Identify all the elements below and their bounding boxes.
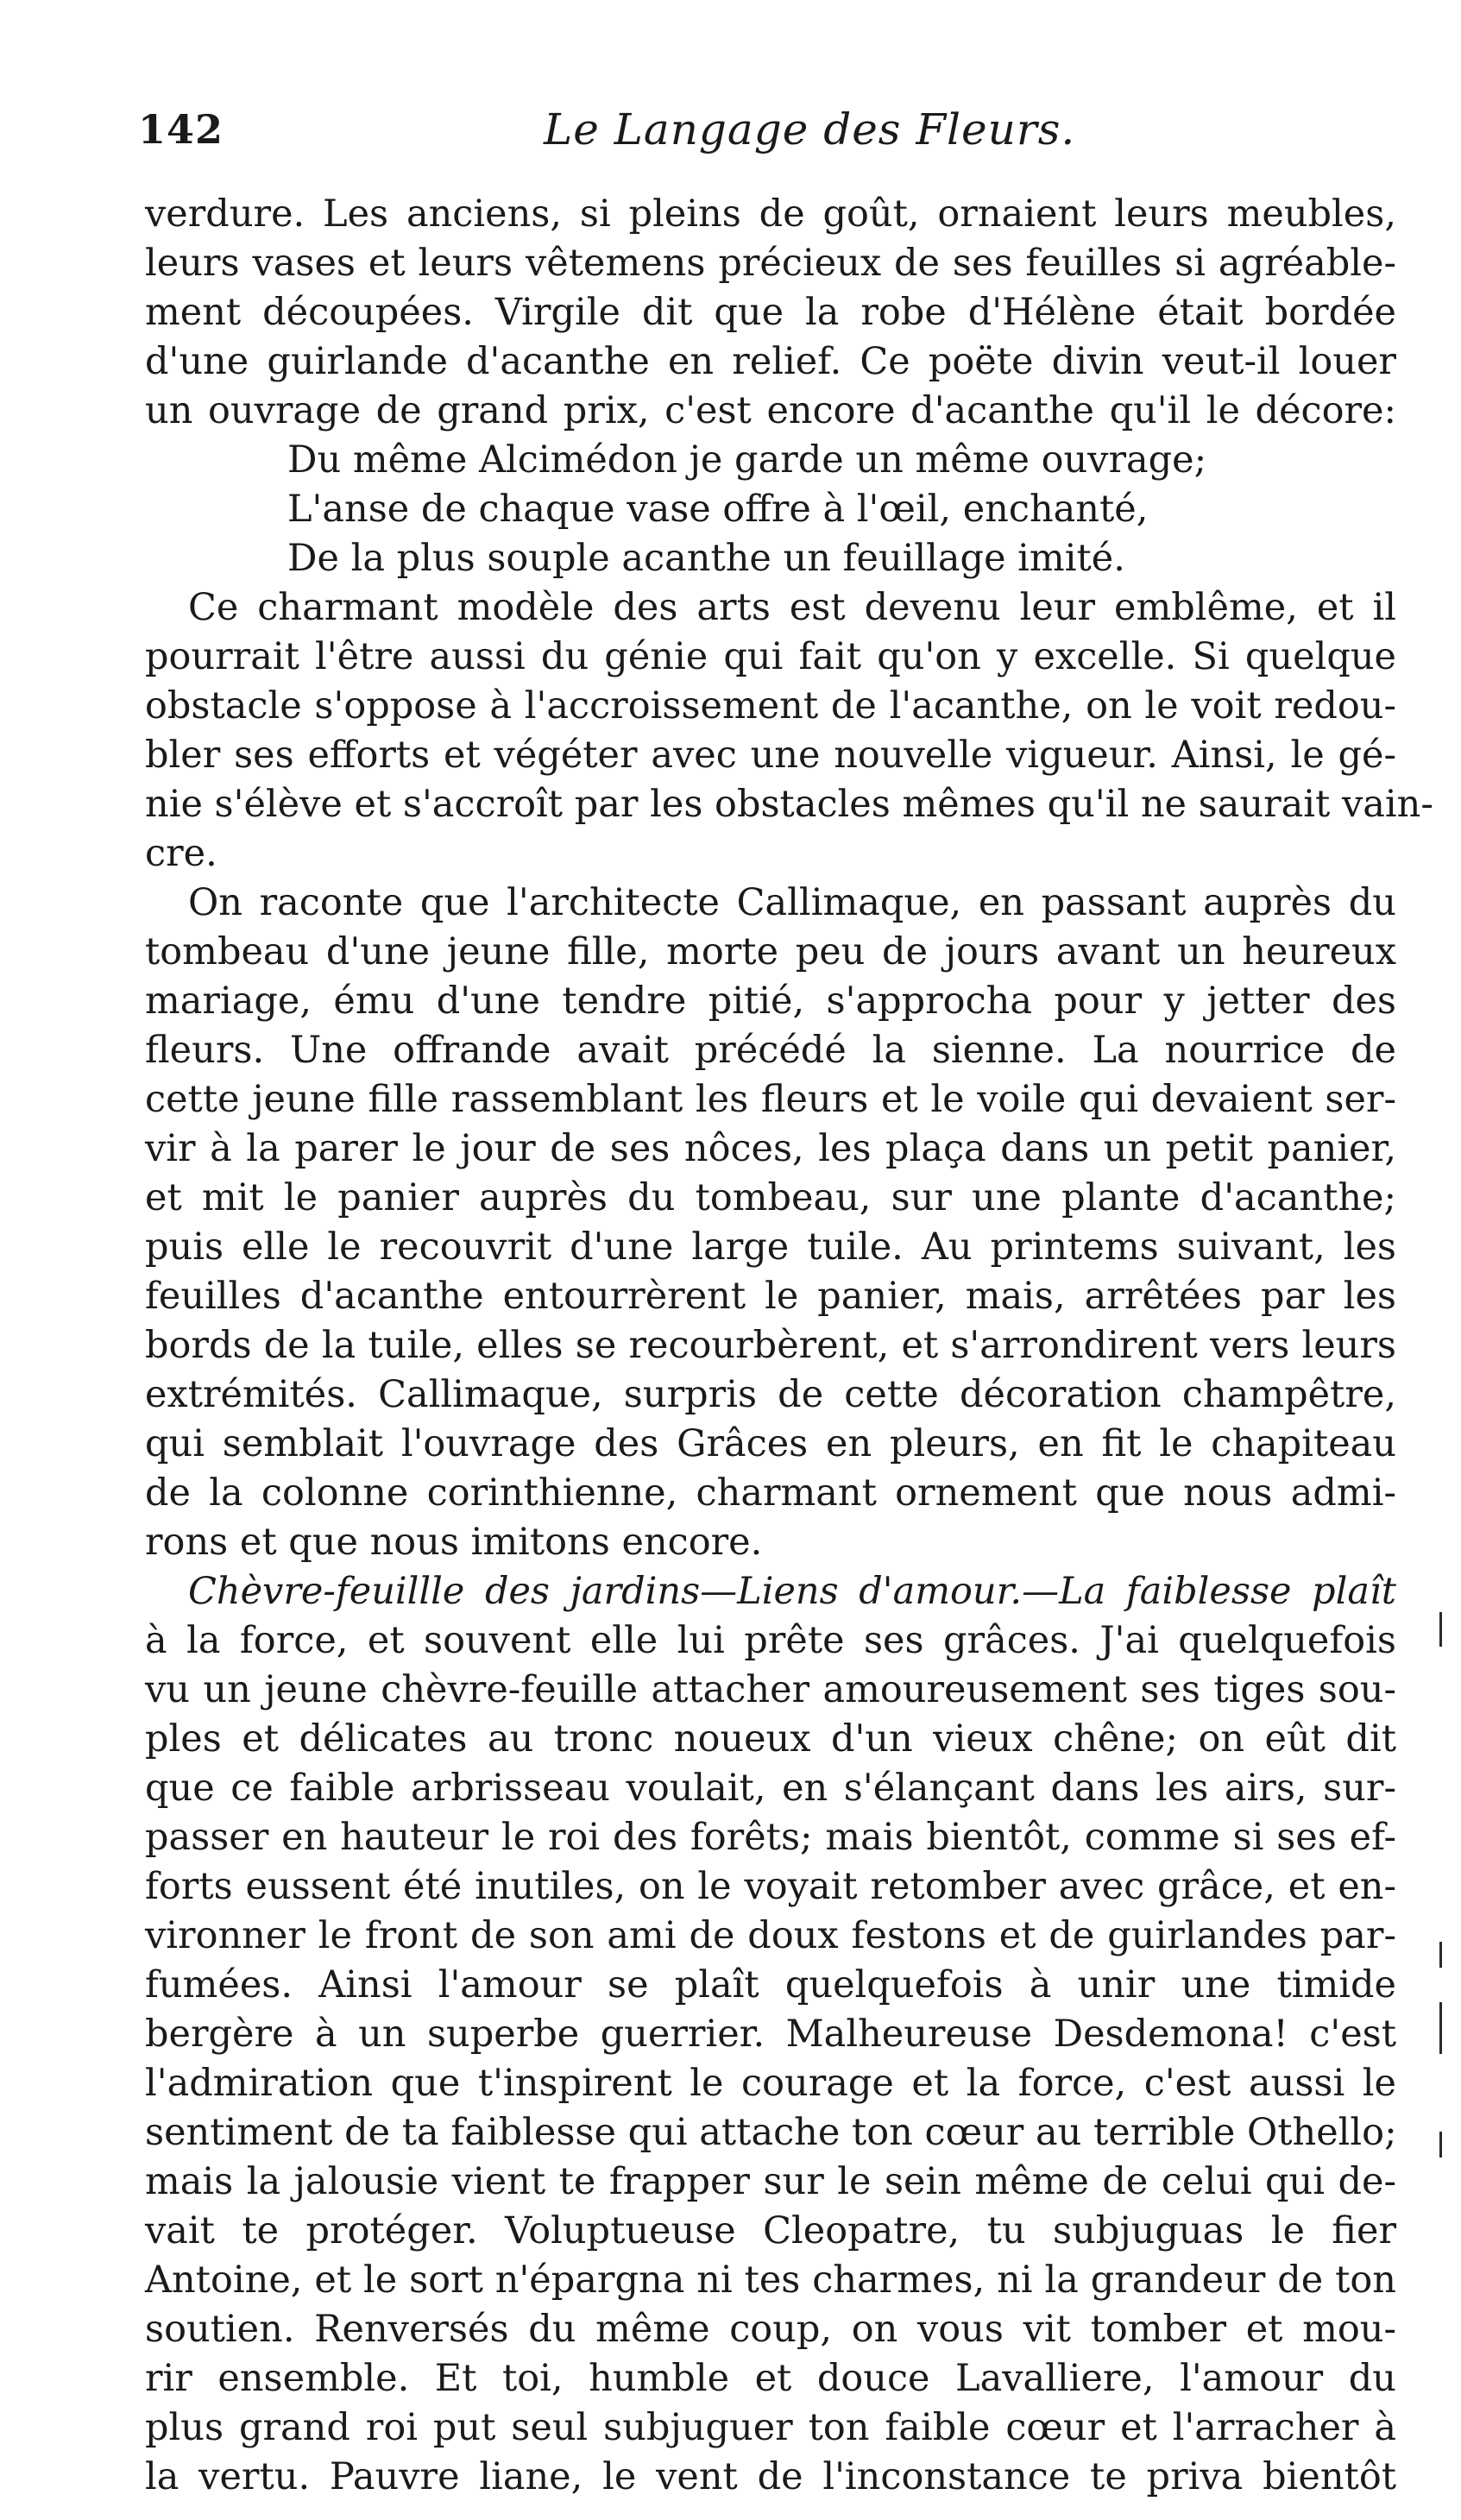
text-line: forts eussent été inutiles, on le voyait retomber avec grâce, et en- (145, 1865, 1396, 1908)
text-line: un ouvrage de grand prix, c'est encore d'acanthe qu'il le décore: (145, 389, 1396, 432)
text-line: de la colonne corinthienne, charmant ornement que nous admi- (145, 1471, 1396, 1515)
text-line: vait te protéger. Voluptueuse Cleopatre, tu subjuguas le fier (145, 2209, 1396, 2252)
text-line: On raconte que l'architecte Callimaque, en passant auprès du (188, 881, 1396, 924)
text-line: la vertu. Pauvre liane, le vent de l'inconstance te priva bientôt (145, 2455, 1396, 2498)
text-line: ples et délicates au tronc noueux d'un vieux chêne; on eût dit (145, 1717, 1396, 1761)
text-line: leurs vases et leurs vêtemens précieux de ses feuilles si agréable- (145, 242, 1396, 285)
text-line: bler ses efforts et végéter avec une nouvelle vigueur. Ainsi, le gé- (145, 734, 1396, 777)
text-line: qui semblait l'ouvrage des Grâces en pleurs, en fit le chapiteau (145, 1422, 1396, 1465)
margin-mark (1439, 2132, 1442, 2158)
text-line: mais la jalousie vient te frapper sur le sein même de celui qui de- (145, 2160, 1396, 2203)
text-line: ment découpées. Virgile dit que la robe d'Hélène était bordée (145, 291, 1396, 334)
text-line: passer en hauteur le roi des forêts; mais bientôt, comme si ses ef- (145, 1816, 1396, 1859)
page-header (138, 104, 1407, 173)
text-line: vu un jeune chèvre-feuille attacher amoureusement ses tiges sou- (145, 1668, 1396, 1711)
text-line: obstacle s'oppose à l'accroissement de l'acanthe, on le voit redou- (145, 684, 1396, 728)
verse-line: L'anse de chaque vase offre à l'œil, enchanté, (287, 488, 1149, 531)
margin-mark (1439, 1942, 1442, 1968)
body-text (145, 190, 1433, 2502)
text-line: pourrait l'être aussi du génie qui fait qu'on y excelle. Si quelque (145, 635, 1396, 678)
margin-mark (1439, 2002, 1442, 2054)
text-line: bords de la tuile, elles se recourbèrent, et s'arrondirent vers leurs (145, 1324, 1396, 1367)
text-line: cette jeune fille rassemblant les fleurs et le voile qui devaient ser- (145, 1078, 1396, 1121)
text-line: Antoine, et le sort n'épargna ni tes charmes, ni la grandeur de ton (145, 2259, 1396, 2302)
text-line: vironner le front de son ami de doux festons et de guirlandes par- (145, 1914, 1396, 1957)
text-line: mariage, ému d'une tendre pitié, s'approcha pour y jetter des (145, 980, 1396, 1023)
text-line: soutien. Renversés du même coup, on vous vit tomber et mou- (145, 2308, 1396, 2351)
running-title: Le Langage des Fleurs. (544, 104, 1076, 154)
text-line: rir ensemble. Et toi, humble et douce Lavalliere, l'amour du (145, 2357, 1396, 2400)
text-line: à la force, et souvent elle lui prête ses grâces. J'ai quelquefois (145, 1619, 1396, 1662)
text-line: verdure. Les anciens, si pleins de goût, ornaient leurs meubles, (145, 192, 1396, 236)
margin-mark (1439, 1612, 1442, 1647)
text-line: feuilles d'acanthe entourrèrent le panier, mais, arrêtées par les (145, 1275, 1396, 1318)
text-line: plus grand roi put seul subjuguer ton faible cœur et l'arracher à (145, 2406, 1396, 2449)
text-line: d'une guirlande d'acanthe en relief. Ce poëte divin veut-il louer (145, 340, 1396, 383)
text-line: l'admiration que t'inspirent le courage et la force, c'est aussi le (145, 2062, 1396, 2105)
text-line: que ce faible arbrisseau voulait, en s'élançant dans les airs, sur- (145, 1767, 1396, 1810)
text-line: rons et que nous imitons encore. (145, 1521, 763, 1564)
text-line: et mit le panier auprès du tombeau, sur une plante d'acanthe; (145, 1176, 1396, 1219)
text-line: cre. (145, 832, 217, 875)
text-line: fleurs. Une offrande avait précédé la sienne. La nourrice de (145, 1029, 1396, 1072)
text-line: extrémités. Callimaque, surpris de cette décoration champêtre, (145, 1373, 1396, 1416)
verse-line: Du même Alcimédon je garde un même ouvrage; (287, 438, 1207, 482)
verse-line: De la plus souple acanthe un feuillage imité. (287, 537, 1125, 580)
text-line: vir à la parer le jour de ses nôces, les plaça dans un petit panier, (145, 1127, 1396, 1170)
text-line: fumées. Ainsi l'amour se plaît quelquefois à unir une timide (145, 1963, 1396, 2007)
text-line: puis elle le recouvrit d'une large tuile. Au printems suivant, les (145, 1225, 1396, 1269)
text-line: nie s'élève et s'accroît par les obstacles mêmes qu'il ne saurait vain- (145, 783, 1433, 826)
text-line: Ce charmant modèle des arts est devenu leur emblême, et il (188, 586, 1396, 629)
text-line: tombeau d'une jeune fille, morte peu de jours avant un heureux (145, 930, 1396, 973)
text-line: sentiment de ta faiblesse qui attache ton cœur au terrible Othello; (145, 2111, 1397, 2154)
text-line: Chèvre-feuillle des jardins—Liens d'amour.—La faiblesse plaît (188, 1570, 1396, 1613)
page-number: 142 (138, 106, 224, 153)
text-line: bergère à un superbe guerrier. Malheureuse Desdemona! c'est (145, 2013, 1396, 2056)
